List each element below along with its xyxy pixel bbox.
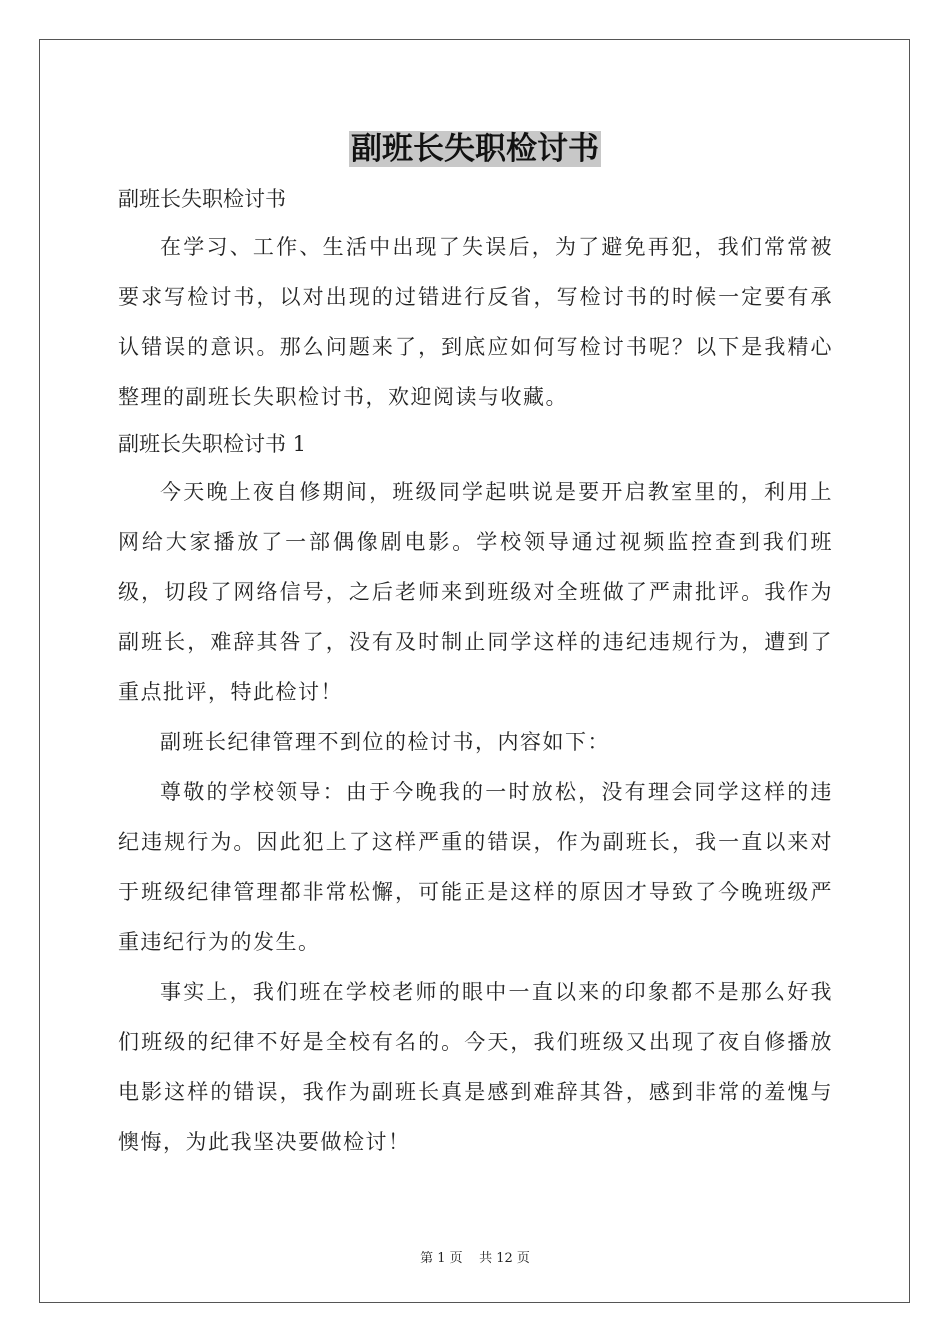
document-subtitle: 副班长失职检讨书 (118, 187, 286, 211)
page-footer: 第 1 页 共 12 页 (420, 1251, 530, 1266)
body-paragraph-2: 副班长纪律管理不到位的检讨书，内容如下： (160, 730, 610, 754)
document-title-text: 副班长失职检讨书 (351, 131, 599, 167)
document-title (0, 125, 950, 173)
body-paragraph-1: 今天晚上夜自修期间，班级同学起哄说是要开启教室里的，利用上网给大家播放了一部偶像剧电影。学校领导通过视频监控查到我们班级，切段了网络信号，之后老师来到班级对全班做了严肃批评。我作为副班长，难辞其咎了，没有及时制止同学这样的违纪违规行为，遭到了重点批评，特此检讨！ (118, 480, 833, 704)
intro-paragraph: 在学习、工作、生活中出现了失误后，为了避免再犯，我们常常被要求写检讨书，以对出现的过错进行反省，写检讨书的时候一定要有承认错误的意识。那么问题来了，到底应如何写检讨书呢？以下是我精心整理的副班长失职检讨书，欢迎阅读与收藏。 (118, 235, 833, 409)
body-paragraph-4: 事实上，我们班在学校老师的眼中一直以来的印象都不是那么好我们班级的纪律不好是全校有名的。今天，我们班级又出现了夜自修播放电影这样的错误，我作为副班长真是感到难辞其咎，感到非常的羞愧与懊悔，为此我坚决要做检讨！ (118, 980, 833, 1154)
section-heading: 副班长失职检讨书 1 (118, 432, 307, 456)
document-body (118, 177, 833, 1167)
body-paragraph-3: 尊敬的学校领导：由于今晚我的一时放松，没有理会同学这样的违纪违规行为。因此犯上了这样严重的错误，作为副班长，我一直以来对于班级纪律管理都非常松懈，可能正是这样的原因才导致了今晚班级严重违纪行为的发生。 (118, 780, 833, 954)
